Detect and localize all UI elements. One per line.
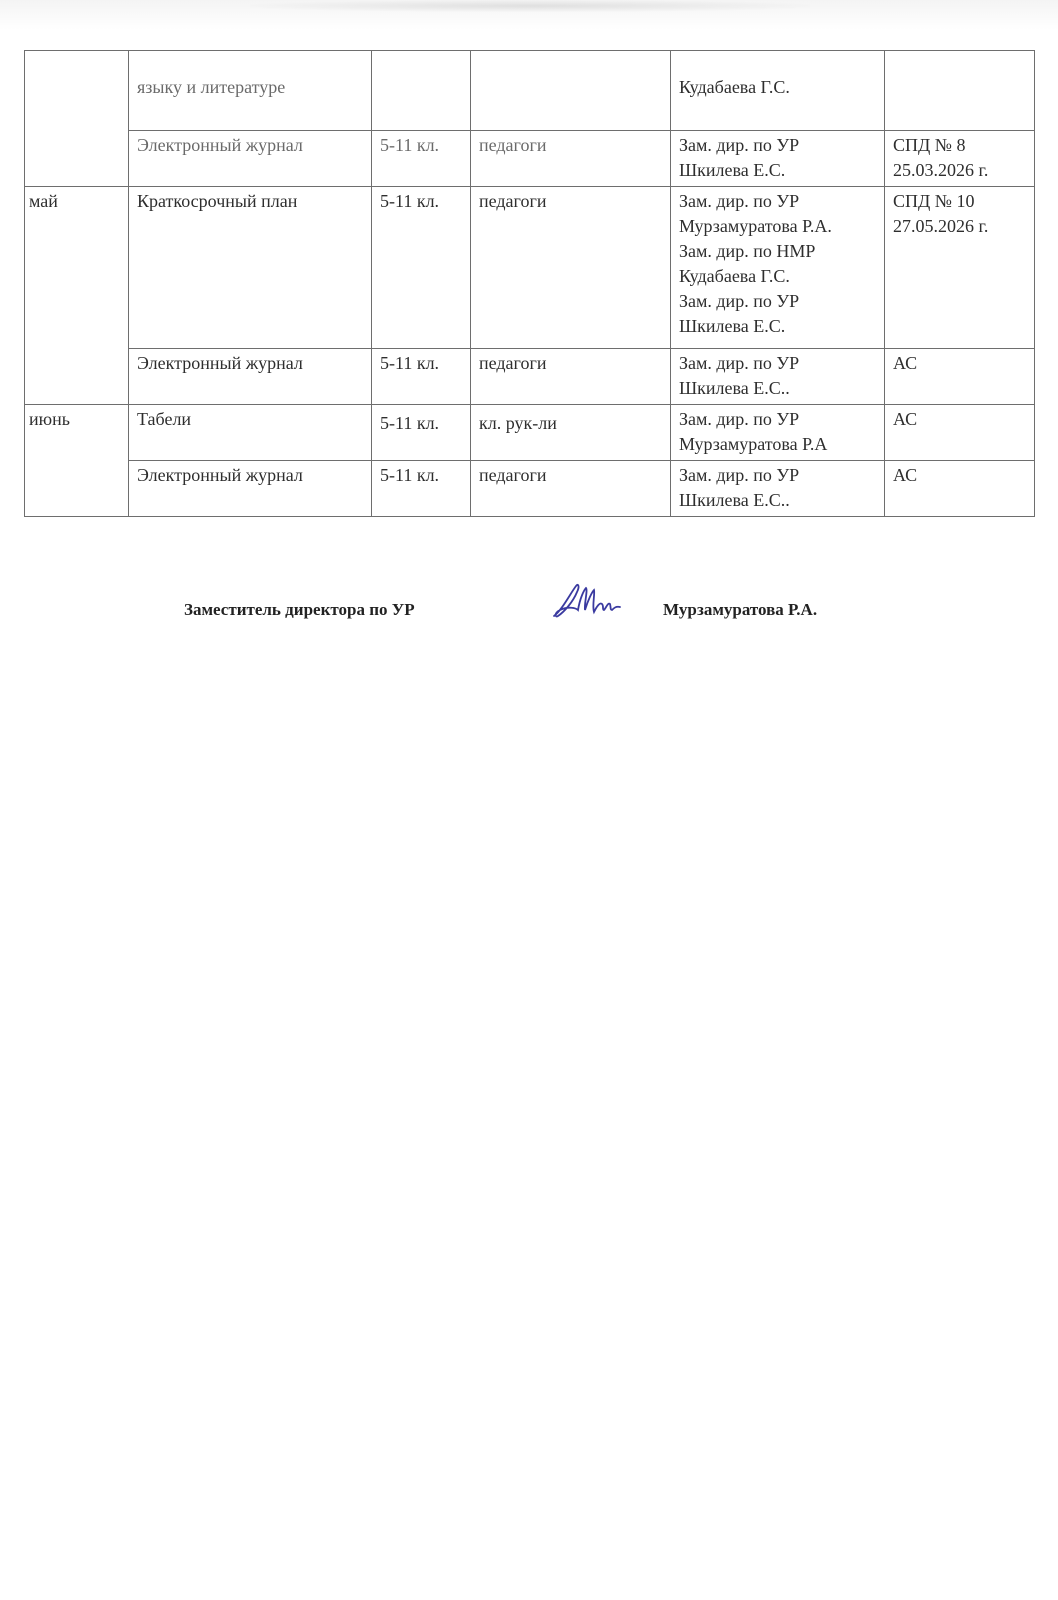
- table-row: [25, 405, 1035, 461]
- participants-cell: педагоги: [471, 131, 671, 187]
- grades-cell: 5-11 кл.: [372, 349, 471, 405]
- responsible-cell: [671, 131, 885, 187]
- responsible-cell: [671, 187, 885, 349]
- responsible-cell: [671, 405, 885, 461]
- result-line: СПД № 8: [893, 135, 966, 155]
- subject-cell: Электронный журнал: [129, 131, 372, 187]
- result-line: АС: [893, 409, 918, 429]
- responsible-line: Мурзамуратова Р.А.: [679, 216, 832, 236]
- month-cell: май: [25, 187, 129, 405]
- month-cell: июнь: [25, 405, 129, 517]
- control-plan-table: [24, 50, 1035, 517]
- responsible-line: Зам. дир. по УР: [679, 409, 800, 429]
- participants-cell: [471, 51, 671, 131]
- responsible-line: Зам. дир. по УР: [679, 465, 800, 485]
- result-cell: [885, 187, 1035, 349]
- subject-cell: Табели: [129, 405, 372, 461]
- responsible-line: Шкилева Е.С.: [679, 316, 786, 336]
- responsible-line: Зам. дир. по УР: [679, 135, 800, 155]
- subject-cell: Электронный журнал: [129, 349, 372, 405]
- result-cell: [885, 51, 1035, 131]
- signature-block: [0, 580, 1058, 640]
- responsible-line: Шкилева Е.С..: [679, 490, 790, 510]
- responsible-line: Мурзамуратова Р.А: [679, 434, 828, 454]
- responsible-line: Кудабаева Г.С.: [679, 77, 790, 97]
- handwritten-signature-icon: [540, 580, 660, 630]
- subject-cell: Краткосрочный план: [129, 187, 372, 349]
- responsible-cell: [671, 51, 885, 131]
- grades-cell: 5-11 кл.: [372, 131, 471, 187]
- responsible-line: Шкилева Е.С..: [679, 378, 790, 398]
- scan-shadow: [250, 0, 810, 12]
- result-cell: [885, 349, 1035, 405]
- participants-cell: педагоги: [471, 187, 671, 349]
- responsible-cell: [671, 349, 885, 405]
- result-line: АС: [893, 465, 918, 485]
- participants-cell: педагоги: [471, 461, 671, 517]
- responsible-line: Шкилева Е.С.: [679, 160, 786, 180]
- responsible-line: Зам. дир. по УР: [679, 191, 800, 211]
- grades-cell: 5-11 кл.: [372, 461, 471, 517]
- result-line: СПД № 10: [893, 191, 975, 211]
- table-row: [25, 187, 1035, 349]
- subject-cell: языку и литературе: [129, 51, 372, 131]
- responsible-line: Зам. дир. по УР: [679, 291, 800, 311]
- subject-cell: Электронный журнал: [129, 461, 372, 517]
- result-cell: [885, 461, 1035, 517]
- responsible-line: Зам. дир. по УР: [679, 353, 800, 373]
- result-cell: [885, 405, 1035, 461]
- table-row: [25, 461, 1035, 517]
- responsible-line: Кудабаева Г.С.: [679, 266, 790, 286]
- month-cell: [25, 51, 129, 187]
- table-row: [25, 131, 1035, 187]
- result-line: 25.03.2026 г.: [893, 160, 989, 180]
- table-row: [25, 51, 1035, 131]
- responsible-cell: [671, 461, 885, 517]
- result-line: 27.05.2026 г.: [893, 216, 989, 236]
- table-row: [25, 349, 1035, 405]
- signatory-title: Заместитель директора по УР: [184, 600, 415, 619]
- signatory-name: Мурзамуратова Р.А.: [663, 600, 818, 619]
- grades-cell: 5-11 кл.: [372, 405, 471, 461]
- responsible-line: Зам. дир. по НМР: [679, 241, 816, 261]
- participants-cell: кл. рук-ли: [471, 405, 671, 461]
- result-line: АС: [893, 353, 918, 373]
- result-cell: [885, 131, 1035, 187]
- grades-cell: 5-11 кл.: [372, 187, 471, 349]
- participants-cell: педагоги: [471, 349, 671, 405]
- grades-cell: [372, 51, 471, 131]
